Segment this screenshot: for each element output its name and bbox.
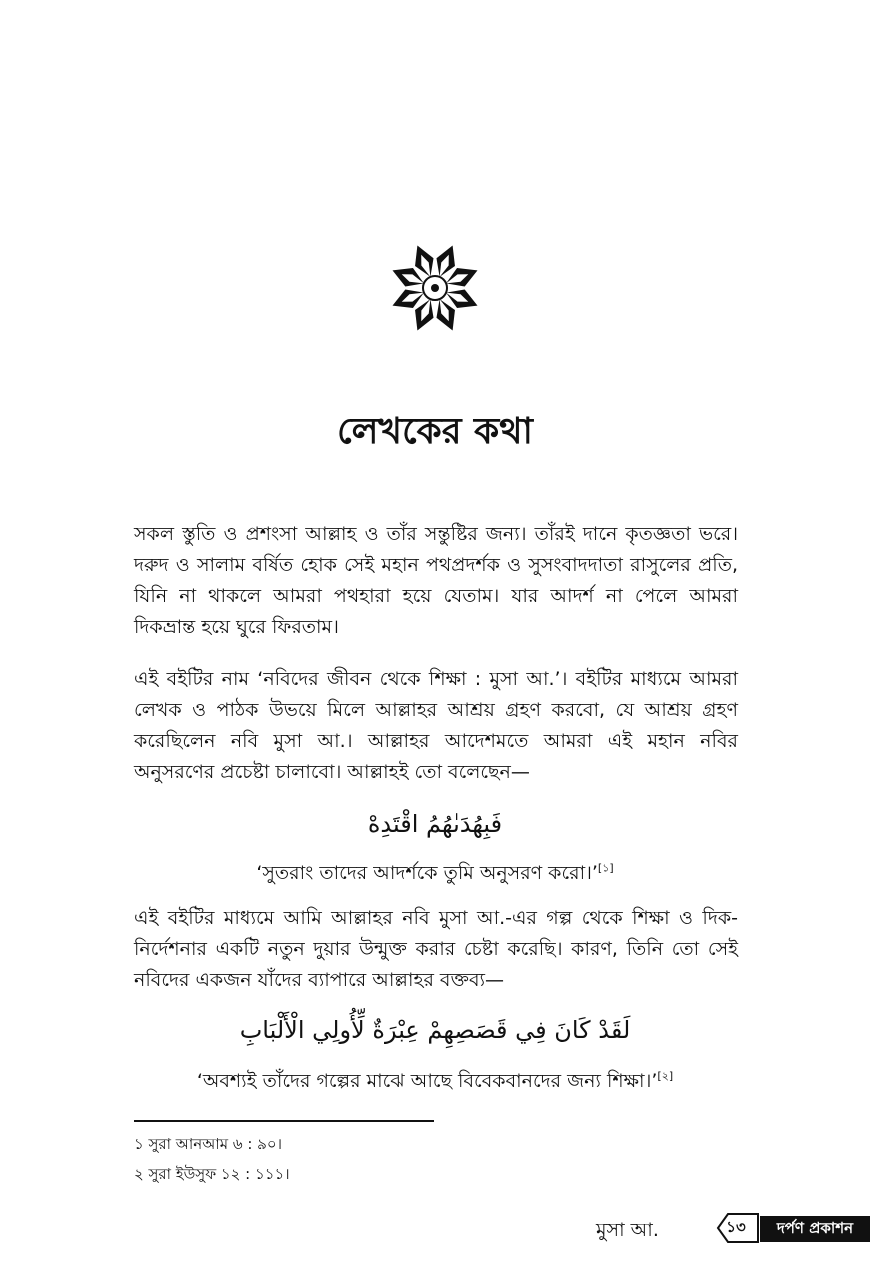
- paragraph-book-name: এই বইটির নাম ‘নবিদের জীবন থেকে শিক্ষা : মুসা আ.’। বইটির মাধ্যমে আমরা লেখক ও পাঠক উভয়ে মিলে আল্লাহর আশ্রয় গ্রহণ করবো, যে আশ্রয় গ্রহণ করেছিলেন নবি মুসা আ.। আল্লাহর আদেশমতে আমরা এই মহান নবির অনুসরণের প্রচেষ্টা চালাবো। আল্লাহই তো বলেছেন—: [134, 668, 738, 783]
- publisher-logo: দর্পণ প্রকাশন: [760, 1216, 870, 1242]
- footnote-2: ২ সুরা ইউসুফ ১২ : ১১১।: [134, 1165, 290, 1183]
- arabic-verse-2: لَقَدْ كَانَ فِي قَصَصِهِمْ عِبْرَةٌ لِّأُولِي الْأَلْبَابِ: [239, 1016, 631, 1044]
- page-number: ১৩: [726, 1217, 746, 1236]
- paragraph-intro: সকল স্তুতি ও প্রশংসা আল্লাহ ও তাঁর সন্তুষ্টির জন্য। তাঁরই দানে কৃতজ্ঞতা ভরে। দরুদ ও সালাম বর্ষিত হোক সেই মহান পথপ্রদর্শক ও সুসংবাদদাতা রাসুলের প্রতি, যিনি না থাকলে আমরা পথহারা হয়ে যেতাম। যার আদর্শ না পেলে আমরা দিকভ্রান্ত হয়ে ঘুরে ফিরতাম।: [134, 523, 738, 638]
- page-number-badge: [712, 1212, 760, 1244]
- page-title: লেখকের কথা: [337, 411, 533, 452]
- running-footer-book-title: মুসা আ.: [596, 1219, 659, 1241]
- star-rosette-icon: [385, 238, 485, 338]
- footnote-divider: [134, 1120, 434, 1122]
- footnote-ref-2[interactable]: [২]: [657, 1069, 674, 1083]
- verse-translation-2: ‘অবশ্যই তাঁদের গল্পের মাঝে আছে বিবেকবানদের জন্য শিক্ষা।’[২]: [196, 1069, 674, 1092]
- verse-translation-1: ‘সুতরাং তাদের আদর্শকে তুমি অনুসরণ করো।’[১]: [256, 861, 614, 884]
- footnote-1: ১ সুরা আনআম ৬ : ৯০।: [134, 1135, 283, 1153]
- arabic-verse-1: فَبِهُدَىٰهُمُ اقْتَدِهْ: [367, 810, 503, 838]
- paragraph-purpose: এই বইটির মাধ্যমে আমি আল্লাহর নবি মুসা আ.-এর গল্প থেকে শিক্ষা ও দিক-নির্দেশনার একটি নতুন দুয়ার উন্মুক্ত করার চেষ্টা করেছি। কারণ, তিনি তো সেই নবিদের একজন যাঁদের ব্যাপারে আল্লাহর বক্তব্য—: [134, 907, 738, 991]
- footnote-ref-1[interactable]: [১]: [597, 861, 614, 875]
